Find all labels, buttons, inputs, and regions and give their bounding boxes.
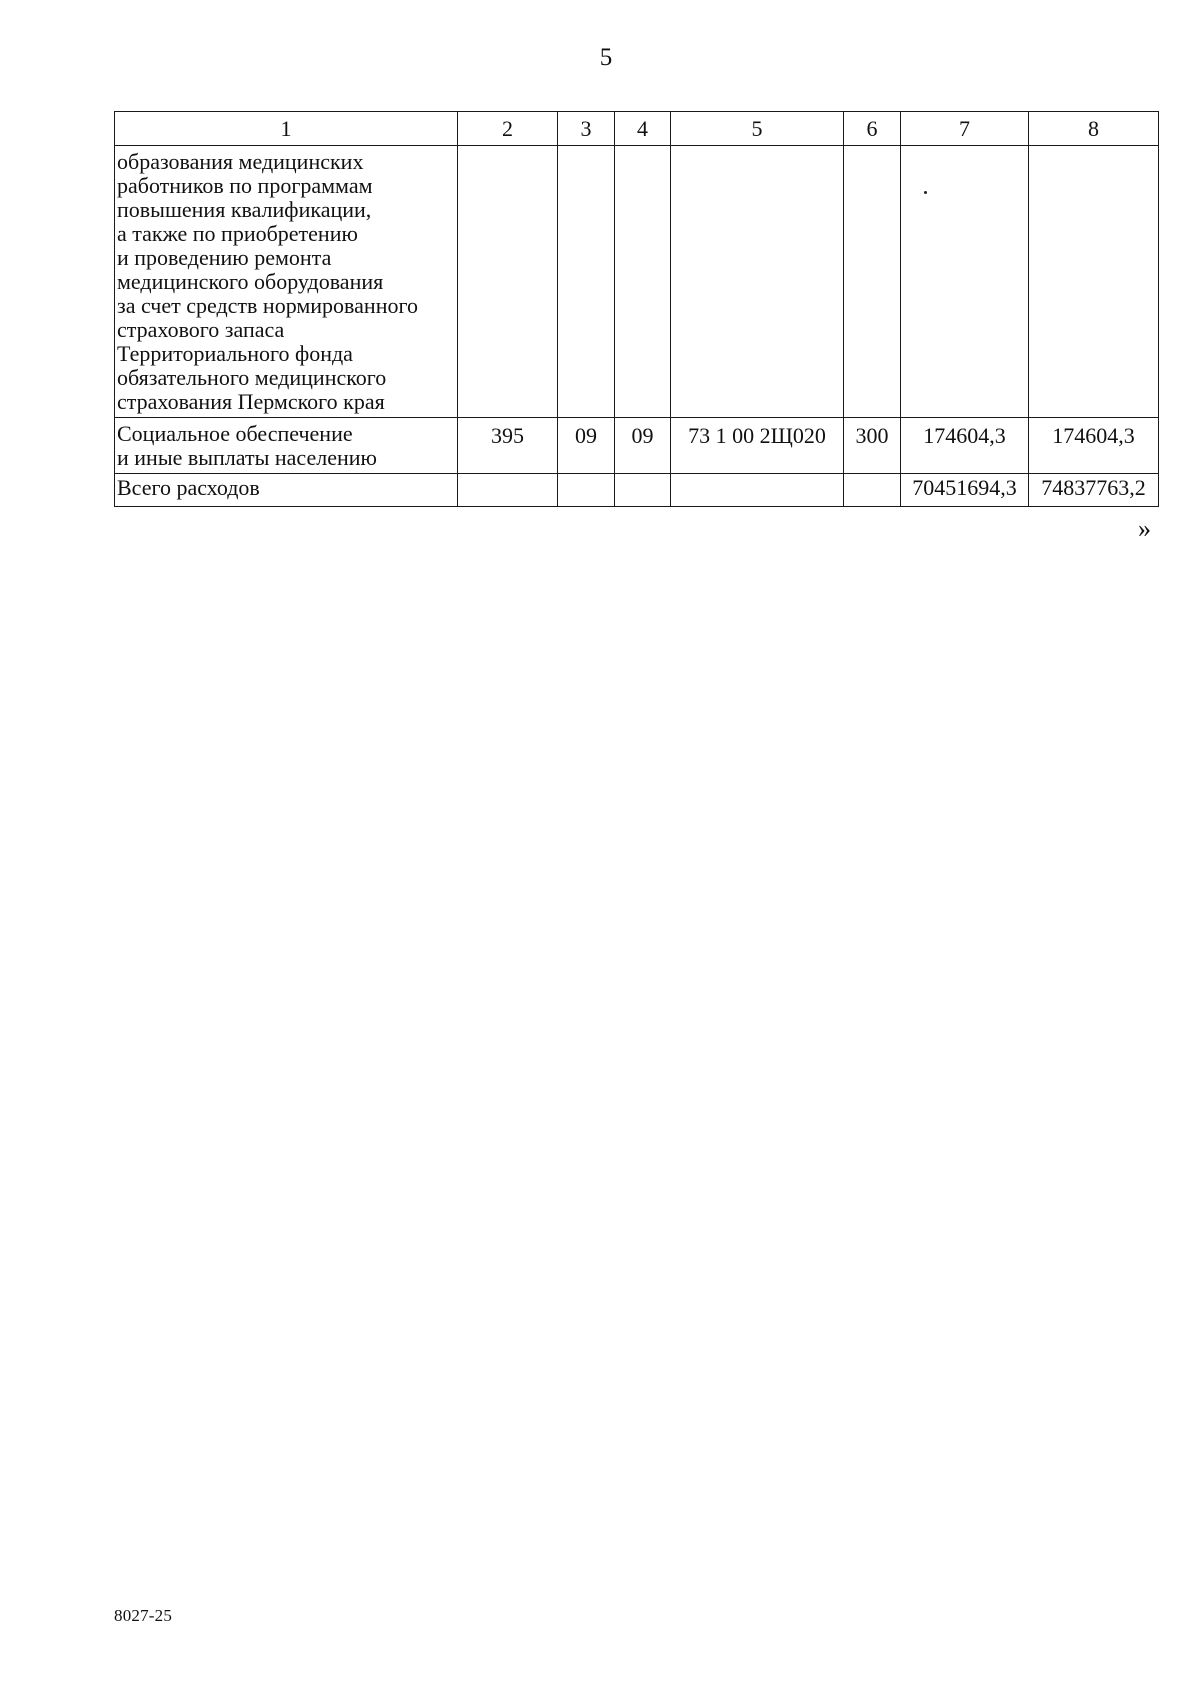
target-article-cell: 73 1 00 2Щ020 <box>671 418 844 474</box>
closing-quote: » <box>1138 514 1151 543</box>
subsection-cell: 09 <box>615 418 671 474</box>
table-cell <box>844 474 901 507</box>
description-line: повышения квалификации, <box>117 197 372 222</box>
column-header: 5 <box>671 112 844 146</box>
column-header: 4 <box>615 112 671 146</box>
table-cell <box>558 146 615 418</box>
table-cell <box>671 474 844 507</box>
description-line: а также по приобретению <box>117 221 358 246</box>
total-row <box>115 474 1159 507</box>
column-header: 8 <box>1029 112 1159 146</box>
description-line: страхования Пермского края <box>117 389 385 414</box>
document-code: 8027-25 <box>114 1606 173 1625</box>
description-line: Социальное обеспечение <box>117 421 353 446</box>
column-header: 7 <box>901 112 1029 146</box>
description-line: страхового запаса <box>117 317 285 342</box>
column-header: 1 <box>115 112 458 146</box>
stray-dot <box>924 191 927 194</box>
expense-type-cell: 300 <box>844 418 901 474</box>
admin-code-cell: 395 <box>458 418 558 474</box>
column-header: 2 <box>458 112 558 146</box>
table-row <box>115 146 1159 418</box>
total-amount-cell: 74837763,2 <box>1029 474 1159 507</box>
budget-table <box>114 111 1159 507</box>
column-header: 3 <box>558 112 615 146</box>
page-number: 5 <box>599 44 613 71</box>
table-cell <box>558 474 615 507</box>
amount-cell: 174604,3 <box>1029 418 1159 474</box>
row-description <box>115 418 458 474</box>
table-cell <box>844 146 901 418</box>
total-label: Всего расходов <box>115 474 458 507</box>
description-line: и проведению ремонта <box>117 245 332 270</box>
total-amount-cell: 70451694,3 <box>901 474 1029 507</box>
table-header-row <box>115 112 1159 146</box>
table-row <box>115 418 1159 474</box>
table-cell <box>615 146 671 418</box>
table-cell <box>1029 146 1159 418</box>
table-cell <box>615 474 671 507</box>
amount-cell: 174604,3 <box>901 418 1029 474</box>
description-line: Территориального фонда <box>117 341 353 366</box>
row-description <box>115 146 458 418</box>
table-cell <box>458 146 558 418</box>
description-line: образования медицинских <box>117 149 364 174</box>
description-line: работников по программам <box>117 173 373 198</box>
description-line: обязательного медицинского <box>117 365 387 390</box>
table-cell <box>458 474 558 507</box>
column-header: 6 <box>844 112 901 146</box>
section-cell: 09 <box>558 418 615 474</box>
description-line: медицинского оборудования <box>117 269 384 294</box>
table-cell <box>901 146 1029 418</box>
description-line: за счет средств нормированного <box>117 293 418 318</box>
table-cell <box>671 146 844 418</box>
description-line: и иные выплаты населению <box>117 445 377 470</box>
